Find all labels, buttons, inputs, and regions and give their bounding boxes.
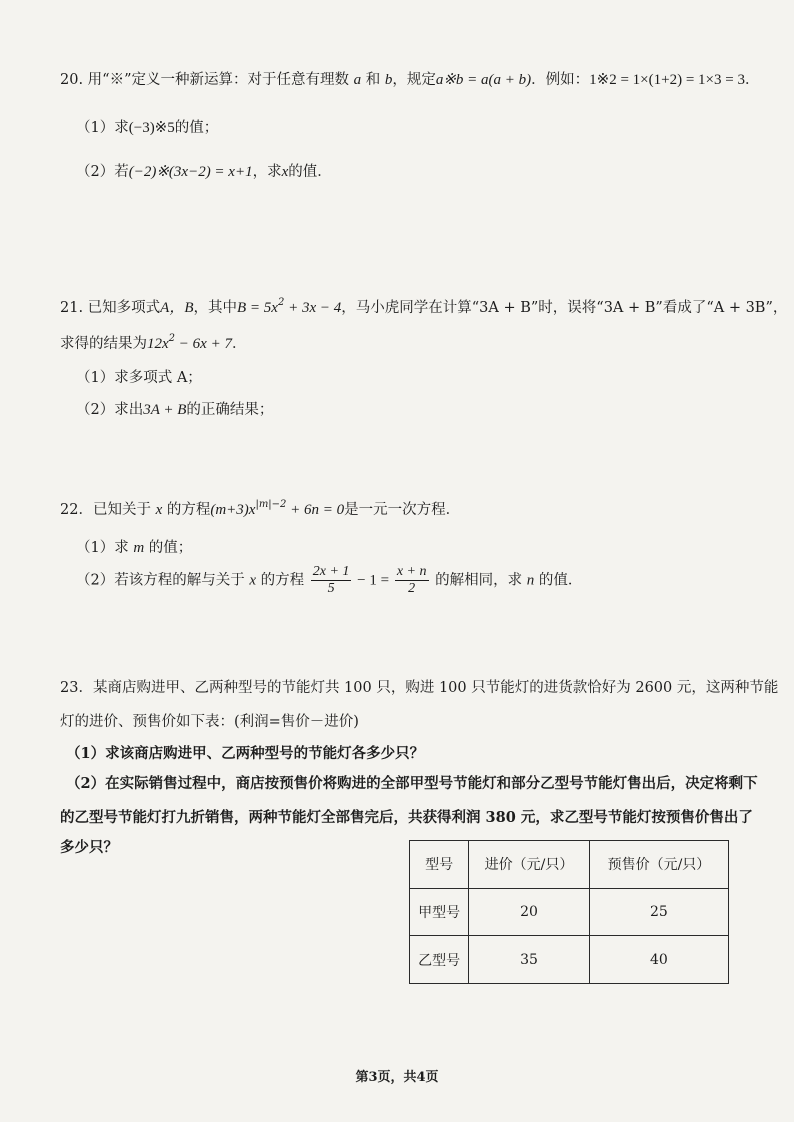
q20-p2-mid: ，求 (252, 164, 282, 180)
q22-stem (60, 498, 460, 519)
q22-stem-text: 22．已知关于 (60, 502, 151, 518)
q22-p2-pre: （2）若该方程的解与关于 (76, 572, 245, 589)
q20-p2-var: x (281, 164, 289, 180)
q22-p2-mid2: 的解相同，求 (435, 572, 523, 589)
table-header-cell: 型号 (410, 841, 469, 889)
q23-part1: （1）求该商店购进甲、乙两种型号的节能灯各多少只？ (66, 745, 425, 762)
q22-p2-var2: n (526, 572, 535, 589)
q20-p2-end: 的值． (288, 164, 332, 180)
q22-eq-rest: + 6n = 0 (286, 502, 345, 518)
q21-b-expr: B = 5x (237, 300, 278, 316)
q21-part2 (76, 398, 273, 419)
table-cell: 20 (469, 888, 590, 936)
q20-example: 1※2 = 1×(1+2) = 1×3 = 3 (589, 72, 745, 88)
q23-part2-line3: 多少只？ (60, 839, 118, 856)
q22-eq-base: (m+3)x (210, 502, 256, 518)
table-cell: 甲型号 (410, 888, 469, 936)
q20-p1-expr: (−3)※5 (128, 120, 175, 136)
q22-stem-b: 的方程 (166, 502, 211, 518)
q21-vars: A，B (160, 300, 194, 316)
q21-p2-pre: （2）求出 (76, 402, 144, 418)
q21-p2-end: 的正确结果； (186, 402, 274, 418)
q22-p2-end: 的值． (538, 572, 583, 589)
q20-definition: a※b = a(a + b) (435, 72, 532, 88)
q22-frac1-denominator: 5 (327, 581, 335, 596)
q22-fraction-1 (311, 564, 352, 597)
q22-frac1-numerator: 2x + 1 (312, 564, 350, 579)
q20-part1 (76, 116, 218, 137)
q22-part2 (76, 564, 582, 597)
q22-part1 (76, 536, 192, 557)
q22-eq-exp: |m|−2 (255, 499, 287, 510)
q20-and: 和 (365, 72, 381, 88)
q23-line1: 23．某商店购进甲、乙两种型号的节能灯共 100 只，购进 100 只节能灯的进货款恰好为 2600 元，这两种节能 (60, 680, 779, 696)
q22-p1-pre: （1）求 (76, 540, 129, 556)
q21-result-exp: 2 (168, 333, 176, 344)
q22-frac2-denominator: 2 (408, 581, 416, 596)
q23-part2-line2: 的乙型号节能灯打九折销售，两种节能灯全部售完后，共获得利润 380 元，求乙型号节能灯按预售价售出了 (60, 809, 753, 826)
q21-result (60, 332, 246, 353)
table-header-cell: 预售价（元/只） (589, 841, 728, 889)
q20-p1-end: 的值； (174, 120, 219, 136)
q22-frac2-numerator: x + n (396, 564, 427, 579)
q20-var-a: a (353, 72, 362, 88)
q22-p2-var: x (249, 572, 257, 589)
q21-result-end: ． (231, 336, 247, 352)
q20-p2-label: （2）若 (76, 164, 129, 180)
q22-p2-mid: 的方程 (260, 572, 305, 589)
q21-result-expr: 12x (147, 336, 169, 352)
table-row (410, 888, 729, 936)
q20-stem-text-b: ，规定 (392, 72, 436, 88)
q20-var-b: b (384, 72, 393, 88)
q21-result-rest: − 6x + 7 (175, 336, 232, 352)
q21-b-rest: + 3x − 4 (284, 300, 342, 316)
q20-part2 (76, 160, 332, 181)
q20-stem-text-c: ．例如： (531, 72, 590, 88)
q23-part2-line1: （2）在实际销售过程中，商店按预售价将购进的全部甲型号节能灯和部分乙型号节能灯售出后，决定将剩下 (66, 775, 758, 792)
table-cell: 乙型号 (410, 936, 469, 984)
q21-b-exp: 2 (277, 297, 285, 308)
table-header-cell: 进价（元/只） (469, 841, 590, 889)
table-cell: 35 (469, 936, 590, 984)
q22-var-x: x (155, 502, 163, 518)
q20-stem-end: ． (744, 72, 760, 88)
table-row (410, 936, 729, 984)
q21-p2-expr: 3A + B (143, 402, 187, 418)
table-header-row (410, 841, 729, 889)
q22-p1-var: m (133, 540, 145, 556)
page-footer: 第3页，共4页 (355, 1070, 439, 1085)
q21-stem (60, 296, 787, 317)
table-cell: 40 (589, 936, 728, 984)
q20-stem (60, 68, 759, 89)
q22-fraction-2 (395, 564, 429, 597)
q23-line2: 灯的进价、预售价如下表：(利润=售价－进价) (60, 714, 359, 730)
q20-p1-label: （1）求 (76, 120, 129, 136)
q22-stem-c: 是一元一次方程． (344, 502, 461, 518)
q21-stem-text: 21. 已知多项式 (60, 300, 161, 316)
q21-part1: （1）求多项式 A； (76, 370, 202, 386)
q22-minus-one: − 1 = (353, 572, 393, 589)
q21-result-pre: 求得的结果为 (60, 336, 147, 352)
q20-p2-expr: (−2)※(3x−2) = x+1 (128, 164, 253, 180)
table-cell: 25 (589, 888, 728, 936)
price-table (409, 840, 729, 984)
q21-stem-c: ，马小虎同学在计算“3A + B”时，误将“3A + B”看成了“A + 3B”， (341, 300, 788, 316)
q21-stem-b: ，其中 (193, 300, 237, 316)
q20-stem-text: 20. 用“※”定义一种新运算：对于任意有理数 (60, 72, 349, 88)
q22-p1-end: 的值； (148, 540, 193, 556)
